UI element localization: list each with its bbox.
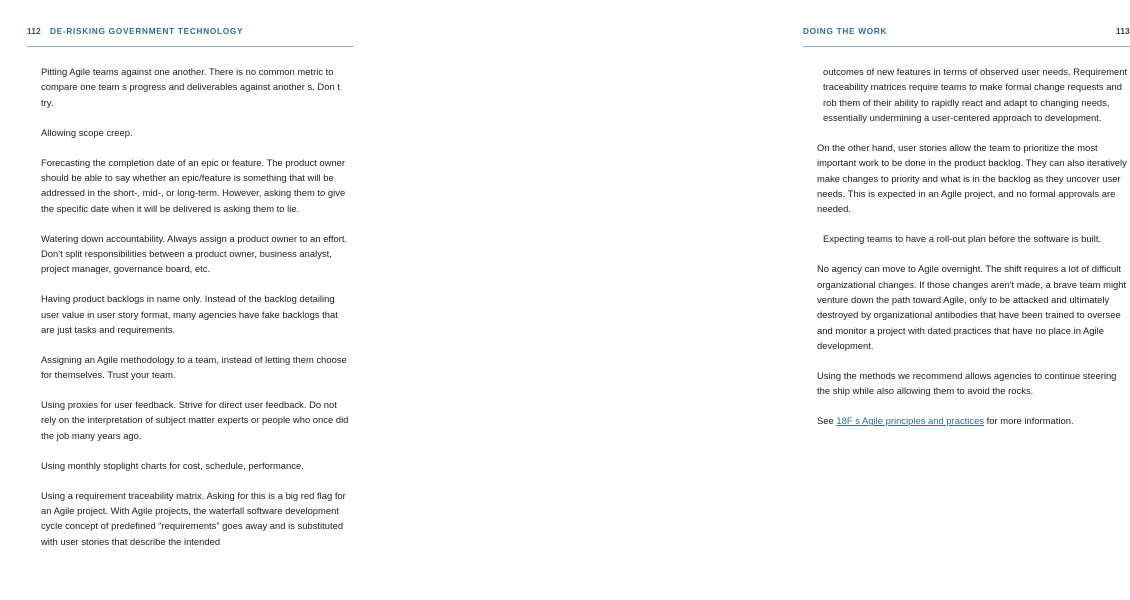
running-head-left <box>27 28 354 42</box>
paragraph: Using a requirement traceability matrix. Asking for this is a big red flag for an Agile project. With Agile projects, the waterfall software development cycle concept of predefined “requirements” goes away and is substituted with user stories that describe the intended <box>41 489 346 547</box>
body-column-left <box>41 64 349 549</box>
see-also-suffix: for more information. <box>984 415 1074 427</box>
paragraph: Forecasting the completion date of an epic or feature. The product owner should be able to say whether an epic/feature is something that will be addressed in the short-, mid-, or long-term. However, asking them to give the specific date when it will be delivered is asking them to lie. <box>41 156 346 214</box>
page-right <box>388 0 1130 600</box>
paragraph: No agency can move to Agile overnight. The shift requires a lot of difficult organizational changes. If those changes aren't made, a brave team might venture down the path toward Agile, only to be attacked and ultimately destroyed by organizational antibodies that have been trained to oversee and monitor a project with dated practices that have no place in Agile development. <box>817 263 1127 351</box>
paragraph: Using proxies for user feedback. Strive for direct user feedback. Do not rely on the interpretation of subject matter experts or people who once did the job many years ago. <box>41 399 349 441</box>
running-title-right: DOING THE WORK <box>803 27 888 36</box>
paragraph: On the other hand, user stories allow the team to prioritize the most important work to be done in the product backlog. They can also iteratively make changes to priority and what is in the backlog as they uncover user needs. This is expected in an Agile project, and no formal approvals are needed. <box>817 141 1127 215</box>
agile-principles-link[interactable]: 18F s Agile principles and practices <box>836 415 985 427</box>
running-head-right <box>803 28 1130 42</box>
page-number-left: 112 <box>27 27 41 36</box>
header-rule-left <box>27 46 354 47</box>
paragraph: Expecting teams to have a roll-out plan before the software is built. <box>823 233 1102 245</box>
page-number-right: 113 <box>1116 27 1130 36</box>
see-also-paragraph <box>817 413 1129 428</box>
paragraph: Watering down accountability. Always assign a product owner to an effort. Don't split responsibilities between a product owner, business analyst, project manager, governance board, etc. <box>41 232 348 275</box>
paragraph: Having product backlogs in name only. Instead of the backlog detailing user value in user story format, many agencies have fake backlogs that are just tasks and requirements. <box>41 293 338 335</box>
paragraph: Assigning an Agile methodology to a team, instead of letting them choose for themselves. Trust your team. <box>41 353 347 381</box>
running-title-left: DE-RISKING GOVERNMENT TECHNOLOGY <box>49 27 244 36</box>
page-left <box>0 0 388 600</box>
paragraph: Pitting Agile teams against one another. There is no common metric to compare one team s progress and deliverables against another s. Don t try. <box>41 66 340 108</box>
header-rule-right <box>803 46 1130 47</box>
paragraph: outcomes of new features in terms of observed user needs. Requirement traceability matrices require teams to make formal change requests and rob them of their ability to rapidly react and adapt to changing needs, essentially undermining a user-centered approach to development. <box>823 66 1128 124</box>
paragraph: Allowing scope creep. <box>41 126 133 138</box>
paragraph: Using the methods we recommend allows agencies to continue steering the ship while also allowing them to avoid the rocks. <box>817 369 1117 397</box>
paragraph: Using monthly stoplight charts for cost, schedule, performance. <box>41 459 304 471</box>
see-also-prefix: See <box>817 415 837 427</box>
body-column-right <box>817 64 1129 429</box>
